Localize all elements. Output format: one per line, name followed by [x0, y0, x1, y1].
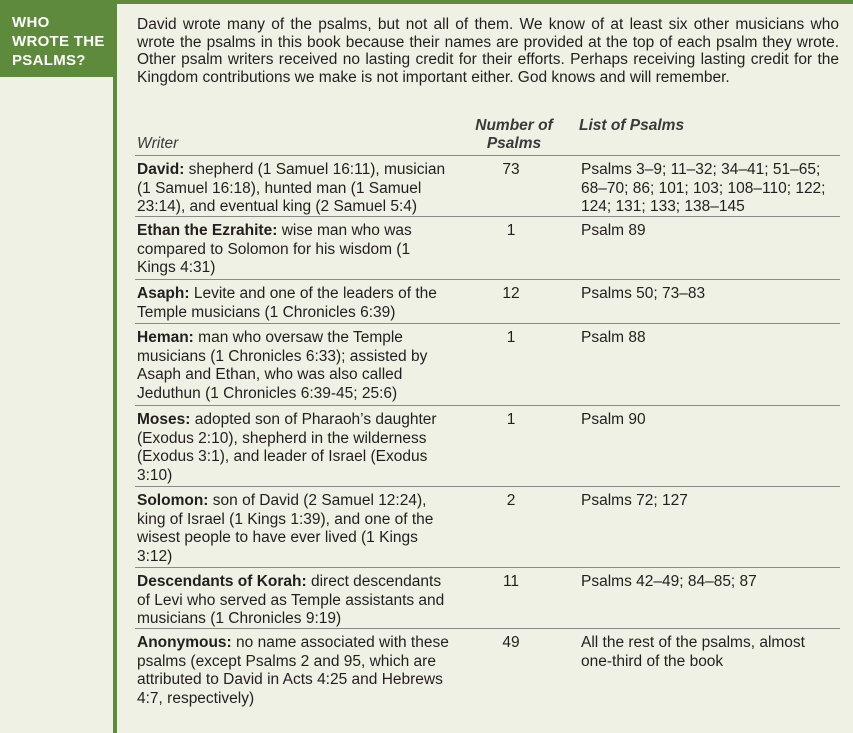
writer-name: Anonymous: [137, 634, 232, 651]
writer-cell [135, 329, 457, 402]
writer-description: wise man who was compared to Solomon for his wisdom (1 Kings 4:31) [137, 222, 412, 276]
psalm-count: 11 [502, 573, 520, 590]
writer-name: Moses: [137, 411, 191, 428]
writer-cell [135, 573, 457, 625]
writer-name: Solomon: [137, 492, 209, 509]
top-rule [113, 0, 853, 4]
psalm-list: Psalms 72; 127 [581, 492, 688, 509]
sidebar-title: WHO WROTE THE PSALMS? [12, 14, 105, 69]
table-row [135, 324, 840, 406]
psalm-count: 1 [506, 329, 516, 346]
header-list-of-psalms: List of Psalms [579, 117, 685, 134]
writer-cell [135, 161, 457, 213]
writer-cell [135, 411, 457, 483]
psalm-list: Psalm 88 [581, 329, 646, 346]
left-rule [113, 0, 117, 733]
writer-description: no name associated with these psalms (except Psalms 2 and 95, which are attributed to David in Acts 4:25 and Hebrews 4:7, respectively) [137, 634, 449, 707]
writer-cell [135, 222, 457, 276]
writer-description: adopted son of Pharaoh’s daughter (Exodus 2:10), shepherd in the wilderness (Exodus 3:1), and leader of Israel (Exodus 3:10) [137, 411, 437, 484]
psalm-count: 49 [502, 634, 520, 651]
table-row [135, 217, 840, 280]
header-writer: Writer [137, 135, 179, 152]
psalm-list: Psalms 50; 73–83 [581, 285, 706, 302]
psalm-list: Psalm 90 [581, 411, 646, 428]
table-row [135, 156, 840, 217]
psalm-list: Psalms 3–9; 11–32; 34–41; 51–65; 68–70; 86; 101; 103; 108–110; 122; 124; 131; 133; 138–145 [581, 161, 826, 215]
writer-name: Ethan the Ezrahite: [137, 222, 278, 239]
psalm-count: 2 [506, 492, 516, 509]
sidebar-tab [0, 0, 113, 77]
writer-description: man who oversaw the Temple musicians (1 Chronicles 6:33); assisted by Asaph and Ethan, who was also called Jeduthun (1 Chronicles 6:39-45; 25:6) [137, 329, 428, 402]
psalm-count: 12 [502, 285, 520, 302]
psalm-count: 73 [502, 161, 520, 178]
writers-table [135, 155, 840, 721]
writer-cell [135, 634, 457, 718]
writer-name: Descendants of Korah: [137, 573, 307, 590]
table-row [135, 487, 840, 568]
psalm-list: All the rest of the psalms, almost one-third of the book [581, 634, 805, 670]
psalm-list: Psalms 42–49; 84–85; 87 [581, 573, 757, 590]
writer-description: Levite and one of the leaders of the Temple musicians (1 Chronicles 6:39) [137, 285, 437, 321]
writer-cell [135, 285, 457, 320]
writer-description: son of David (2 Samuel 12:24), king of Israel (1 Kings 1:39), and one of the wisest people to have ever lived (1 Kings 3:12) [137, 492, 434, 565]
writer-description: shepherd (1 Samuel 16:11), musician (1 Samuel 16:18), hunted man (1 Samuel 23:14), and eventual king (2 Samuel 5:4) [137, 161, 446, 215]
intro-paragraph: David wrote many of the psalms, but not all of them. We know of at least six other musicians who wrote the psalms in this book because their names are provided at the top of each psalm they wrote. Other psalm writers received no lasting credit for their efforts. Perhaps receiving lasting credit for the Kingdom contributions we make is not important either. God knows and will remember. [137, 16, 839, 86]
psalm-list: Psalm 89 [581, 222, 646, 239]
writer-name: Asaph: [137, 285, 190, 302]
writer-name: Heman: [137, 329, 194, 346]
table-row [135, 406, 840, 487]
writer-cell [135, 492, 457, 564]
writer-name: David: [137, 161, 185, 178]
table-row [135, 568, 840, 629]
header-number-of-psalms: Number of Psalms [475, 117, 553, 152]
writer-description: direct descendants of Levi who served as Temple assistants and musicians (1 Chronicles 9:19) [137, 573, 445, 627]
table-row [135, 629, 840, 721]
table-row [135, 280, 840, 324]
psalm-count: 1 [506, 222, 516, 239]
psalm-count: 1 [506, 411, 516, 428]
